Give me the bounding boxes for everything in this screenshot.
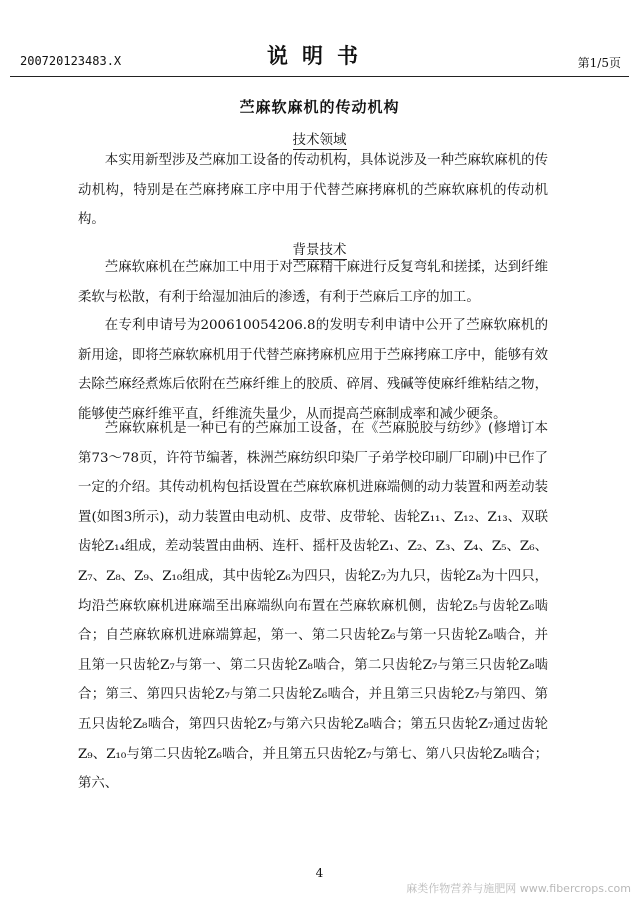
- paragraph-background-1: 苎麻软麻机在苎麻加工中用于对苎麻精干麻进行反复弯轧和搓揉，达到纤维柔软与松散，有利于给湿加油后的渗透，有利于苎麻后工序的加工。: [78, 260, 548, 305]
- page-header: [10, 36, 629, 77]
- application-number: 200720123483.X: [20, 54, 122, 68]
- section-heading-background: 背景技术: [292, 242, 347, 258]
- footer-page-number: 4: [315, 866, 324, 880]
- page-indicator: 第1/5页: [577, 56, 621, 70]
- section-heading-technical-field: 技术领域: [292, 132, 347, 148]
- invention-title: 苎麻软麻机的传动机构: [239, 98, 400, 116]
- watermark: 麻类作物营养与施肥网 www.fibercrops.com: [406, 882, 631, 895]
- paragraph-technical-field: 本实用新型涉及苎麻加工设备的传动机构，具体说涉及一种苎麻软麻机的传动机构，特别是在苎麻拷麻工序中用于代替苎麻拷麻机的苎麻软麻机的传动机构。: [78, 153, 548, 228]
- paragraph-background-2: 在专利申请号为200610054206.8的发明专利申请中公开了苎麻软麻机的新用途，即将苎麻软麻机用于代替苎麻拷麻机应用于苎麻拷麻工序中，能够有效去除苎麻经煮炼后依附在苎麻纤维上的胶质、碎屑、残碱等使麻纤维粘结之物，能够使苎麻纤维平直，纤维流失量少，从而提高苎麻制成率和减少硬条。: [78, 318, 548, 422]
- paragraph-background-3: 苎麻软麻机是一种已有的苎麻加工设备，在《苎麻脱胶与纺纱》(修增订本第73～78页，许符节编著，株洲苎麻纺织印染厂子弟学校印刷厂印刷)中已作了一定的介绍。其传动机构包括设置在苎麻软麻机进麻端侧的动力装置和两差动装置(如图3所示)，动力装置由电动机、皮带、皮带轮、齿轮Z₁₁、Z₁₂、Z₁₃、双联齿轮Z₁₄组成，差动装置由曲柄、连杆、摇杆及齿轮Z₁、Z₂、Z₃、Z₄、Z₅、Z₆、Z₇、Z₈、Z₉、Z₁₀组成，其中齿轮Z₆为四只，齿轮Z₇为九只，齿轮Z₈为十四只，均沿苎麻软麻机进麻端至出麻端纵向布置在苎麻软麻机侧，齿轮Z₅与齿轮Z₆啮合；自苎麻软麻机进麻端算起，第一、第二只齿轮Z₆与第一只齿轮Z₈啮合，并且第一只齿轮Z₇与第一、第二只齿轮Z₈啮合，第二只齿轮Z₇与第三只齿轮Z₈啮合；第三、第四只齿轮Z₇与第二只齿轮Z₆啮合，并且第三只齿轮Z₇与第四、第五只齿轮Z₈啮合，第四只齿轮Z₇与第六只齿轮Z₈啮合；第五只齿轮Z₇通过齿轮Z₉、Z₁₀与第二只齿轮Z₆啮合，并且第五只齿轮Z₇与第七、第八只齿轮Z₈啮合；第六、: [78, 421, 548, 792]
- document-type-title: 说明书: [267, 43, 372, 68]
